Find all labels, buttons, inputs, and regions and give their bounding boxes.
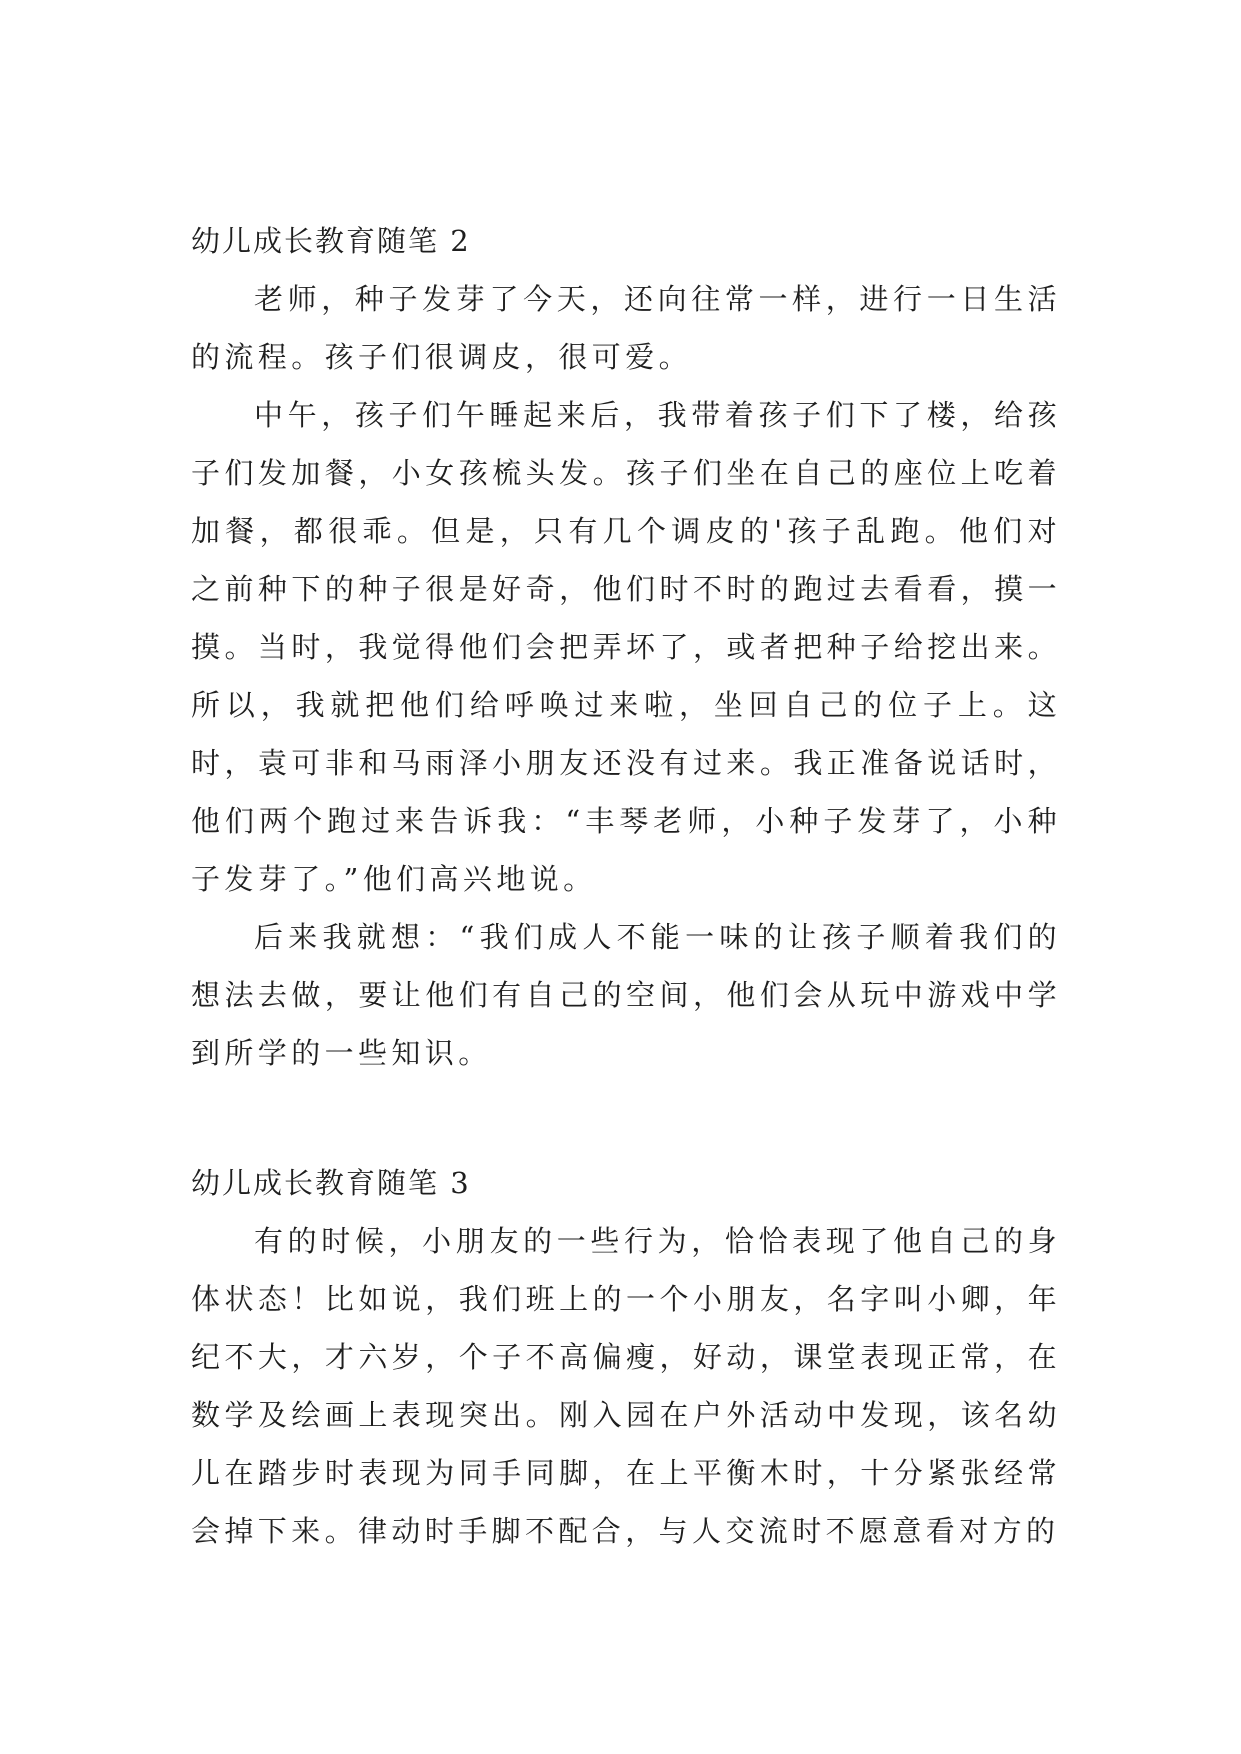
section-title: 幼儿成长教育随笔 3 <box>191 1166 471 1200</box>
essay-section-3 <box>191 1154 1061 1560</box>
paragraph: 后来我就想：“我们成人不能一味的让孩子顺着我们的想法去做，要让他们有自己的空间，他们会从玩中游戏中学到所学的一些知识。 <box>191 920 1061 1070</box>
paragraph: 中午，孩子们午睡起来后，我带着孩子们下了楼，给孩子们发加餐，小女孩梳头发。孩子们坐在自己的座位上吃着加餐，都很乖。但是，只有几个调皮的'孩子乱跑。他们对之前种下的种子很是好奇，他们时不时的跑过去看看，摸一摸。当时，我觉得他们会把弄坏了，或者把种子给挖出来。所以，我就把他们给呼唤过来啦，坐回自己的位子上。这时，袁可非和马雨泽小朋友还没有过来。我正准备说话时，他们两个跑过来告诉我：“丰琴老师，小种子发芽了，小种子发芽了。”他们高兴地说。 <box>191 398 1061 896</box>
paragraph: 有的时候，小朋友的一些行为，恰恰表现了他自己的身体状态！比如说，我们班上的一个小朋友，名字叫小卿，年纪不大，才六岁，个子不高偏瘦，好动，课堂表现正常，在数学及绘画上表现突出。刚入园在户外活动中发现，该名幼儿在踏步时表现为同手同脚，在上平衡木时，十分紧张经常会掉下来。律动时手脚不配合，与人交流时不愿意看对方的 <box>191 1224 1061 1548</box>
essay-section-2 <box>191 212 1061 1082</box>
section-title: 幼儿成长教育随笔 2 <box>191 224 471 258</box>
paragraph: 老师，种子发芽了今天，还向往常一样，进行一日生活的流程。孩子们很调皮，很可爱。 <box>191 282 1061 374</box>
